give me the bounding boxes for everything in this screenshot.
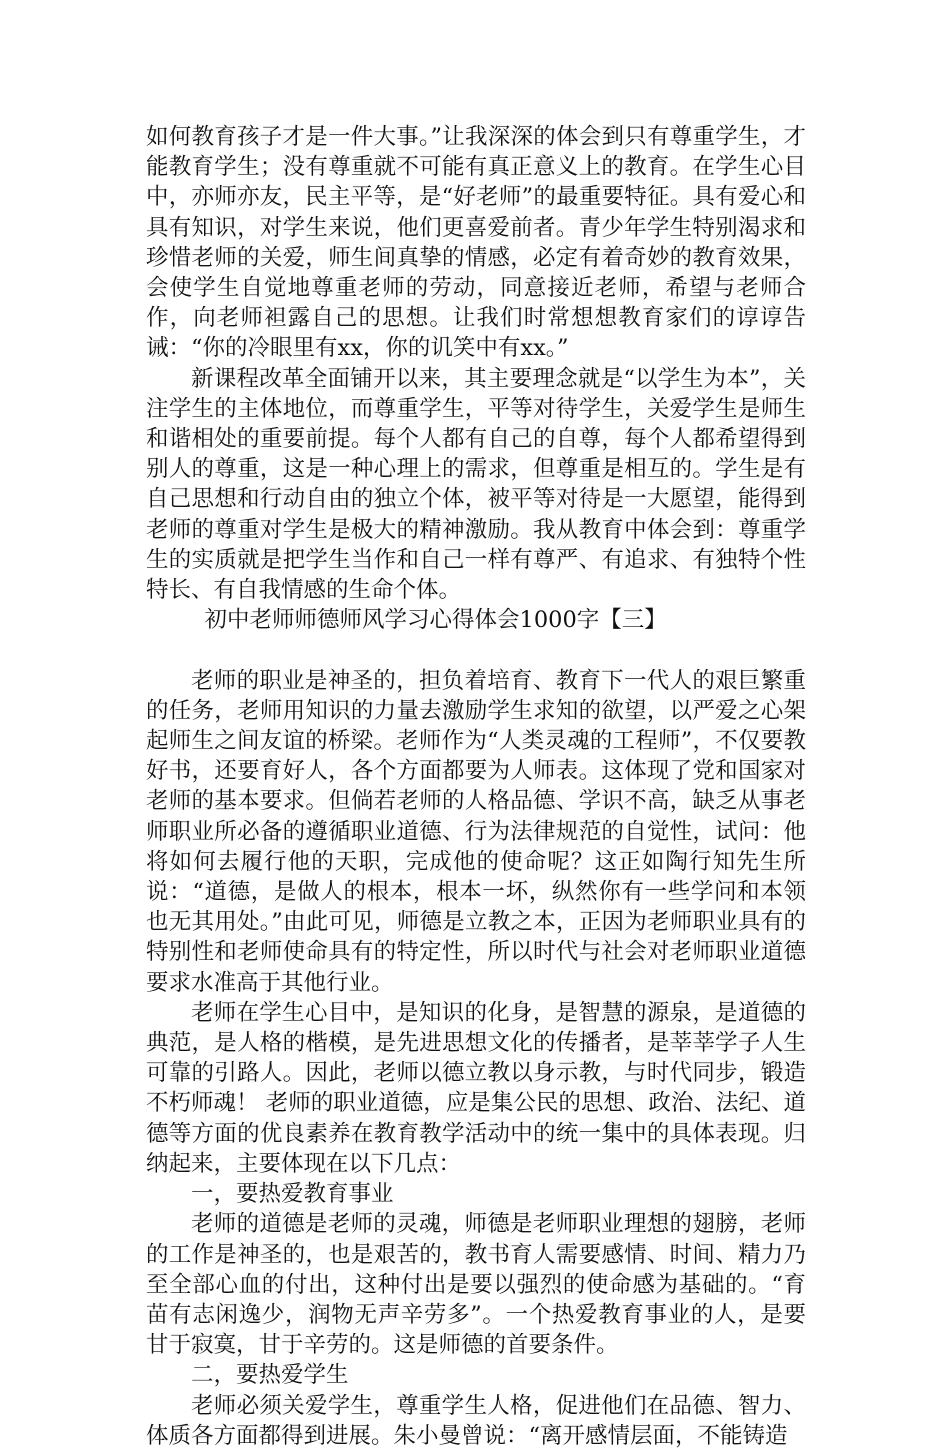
section-paragraph-2: 老师在学生心目中，是知识的化身，是智慧的源泉，是道德的典范，是人格的楷模，是先进思想文化的传播者，是莘莘学子人生可靠的引路人。因此，老师以德立教以身示教，与时代同步，锻造不朽师魂！ 老师的职业道德，应是集公民的思想、政治、法纪、道德等方面的优良素养在教育教学活动中的统一集中的具体表现。归纳起来，主要体现在以下几点： <box>146 999 806 1177</box>
paragraph-1: 如何教育孩子才是一件大事。”让我深深的体会到只有尊重学生，才能教育学生；没有尊重就不可能有真正意义上的教育。在学生心目中，亦师亦友，民主平等，是“好老师”的最重要特征。具有爱心和具有知识，对学生来说，他们更喜爱前者。青少年学生特别渴求和珍惜老师的关爱，师生间真挚的情感，必定有着奇妙的教育效果，会使学生自觉地尊重老师的劳动，同意接近老师，希望与老师合作，向老师袒露自己的思想。让我们时常想想教育家们的谆谆告诫：“你的冷眼里有xx，你的讥笑中有xx。” <box>146 124 806 362</box>
section-title: 初中老师师德师风学习心得体会1000字【三】 <box>204 607 667 634</box>
blank-line <box>146 635 806 665</box>
paragraph-2: 新课程改革全面铺开以来，其主要理念就是“以学生为本”，关注学生的主体地位，而尊重学生，平等对待学生，关爱学生是师生和谐相处的重要前提。每个人都有自己的自尊，每个人都希望得到别人的尊重，这是一种心理上的需求，但尊重是相互的。学生是有自己思想和行动自由的独立个体，被平等对待是一大愿望，能得到老师的尊重对学生是极大的精神激励。我从教育中体会到：尊重学生的实质就是把学生当作和自己一样有尊严、有追求、有独特个性特长、有自我情感的生命个体。 <box>146 365 806 604</box>
section-paragraph-1: 老师的职业是神圣的，担负着培育、教育下一代人的艰巨繁重的任务，老师用知识的力量去激励学生求知的欲望，以严爱之心架起师生之间友谊的桥梁。老师作为“人类灵魂的工程师”，不仅要教好书，还要育好人，各个方面都要为人师表。这体现了党和国家对老师的基本要求。但倘若老师的人格品德、学识不高，缺乏从事老师职业所必备的遵循职业道德、行为法律规范的自觉性，试问：他将如何去履行他的天职，完成他的使命呢？这正如陶行知先生所说：“道德，是做人的根本，根本一坏，纵然你有一些学问和本领也无其用处。”由此可见，师德是立教之本，正因为老师职业具有的特别性和老师使命具有的特定性，所以时代与社会对老师职业道德要求水准高于其他行业。 <box>146 667 806 996</box>
point-2-text: 老师必须关爱学生，尊重学生人格，促进他们在品德、智力、体质各方面都得到进展。朱小曼曾说：“离开感情层面，不能铸造 <box>146 1392 806 1449</box>
point-1-text: 老师的道德是老师的灵魂，师德是老师职业理想的翅膀，老师的工作是神圣的，也是艰苦的，教书育人需要感情、时间、精力乃至全部心血的付出，这种付出是要以强烈的使命感为基础的。“育苗有志闲逸少，润物无声辛劳多”。一个热爱教育事业的人，是要甘于寂寞，甘于辛劳的。这是师德的首要条件。 <box>146 1211 806 1359</box>
document-body <box>146 122 806 1451</box>
point-1-title: 一，要热爱教育事业 <box>191 1181 394 1208</box>
point-2-title: 二，要热爱学生 <box>191 1362 349 1389</box>
